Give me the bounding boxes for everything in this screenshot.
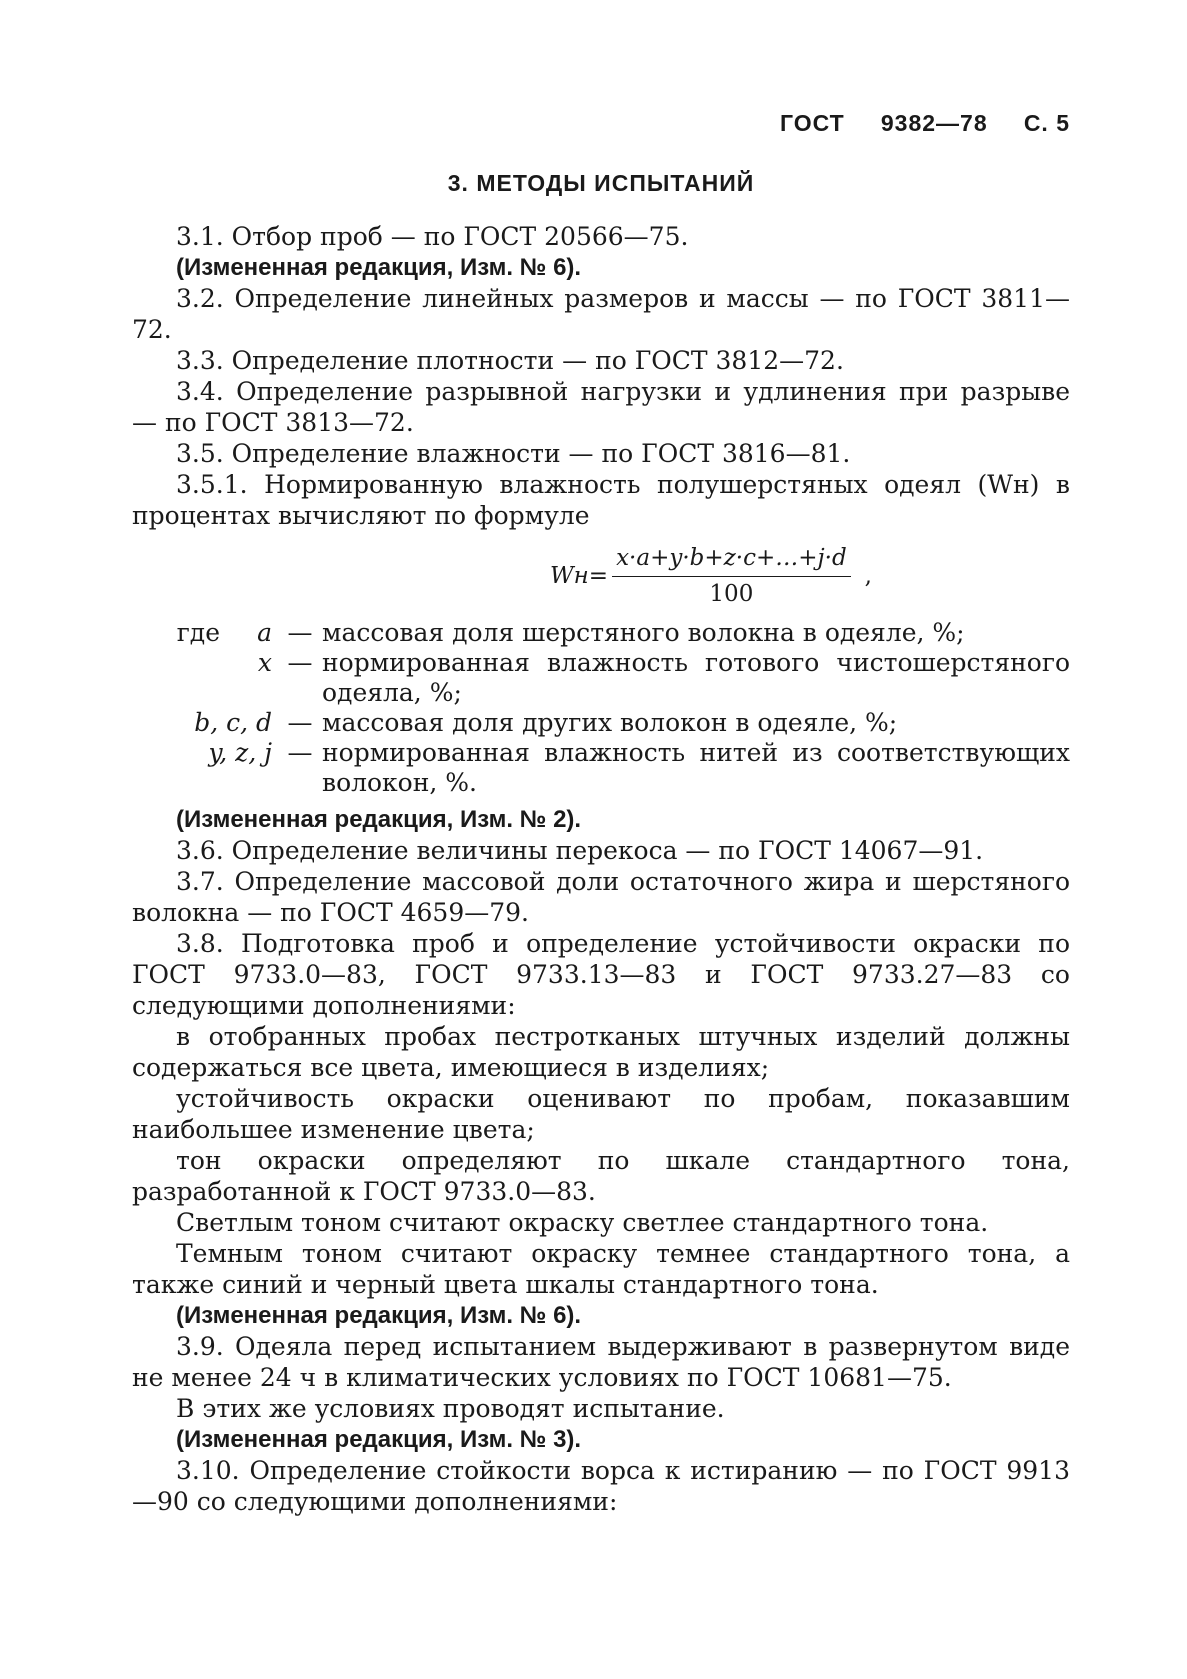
paragraph-3-6: 3.6. Определение величины перекоса — по ГОСТ 14067—91. xyxy=(176,836,984,865)
legend-dash: — xyxy=(287,618,313,647)
formula-lhs: Wн= xyxy=(550,563,609,589)
revision-note: (Измененная редакция, Изм. № 6). xyxy=(176,1302,582,1329)
legend-text: нормированная влажность нитей из соответствующих волокон, %. xyxy=(322,738,1070,797)
legend-text: массовая доля других волокон в одеяле, %; xyxy=(322,708,898,737)
paragraph-3-9: 3.9. Одеяла перед испытанием выдерживают в развернутом виде не менее 24 ч в климатических условиях по ГОСТ 10681—75. xyxy=(132,1332,1070,1392)
document-body xyxy=(132,168,1070,1517)
page-header xyxy=(780,110,1070,137)
legend-row xyxy=(132,648,1070,708)
revision-note: (Измененная редакция, Изм. № 2). xyxy=(176,806,582,833)
legend-text: массовая доля шерстяного волокна в одеяле, %; xyxy=(322,618,965,647)
legend-symbol: y, z, j xyxy=(208,738,272,767)
paragraph-light-tone: Светлым тоном считают окраску светлее стандартного тона. xyxy=(176,1208,989,1237)
paragraph-3-8: 3.8. Подготовка проб и определение устойчивости окраски по ГОСТ 9733.0—83, ГОСТ 9733.13—83 и ГОСТ 9733.27—83 со следующими дополнениями: xyxy=(132,929,1070,1020)
paragraph-3-4: 3.4. Определение разрывной нагрузки и удлинения при разрыве — по ГОСТ 3813—72. xyxy=(132,377,1070,437)
legend-where: где xyxy=(176,618,220,647)
paragraph-3-9-test: В этих же условиях проводят испытание. xyxy=(176,1394,725,1423)
paragraph-3-7: 3.7. Определение массовой доли остаточного жира и шерстяного волокна — по ГОСТ 4659—79. xyxy=(132,867,1070,927)
paragraph-3-3: 3.3. Определение плотности — по ГОСТ 3812—72. xyxy=(176,346,844,375)
revision-note: (Измененная редакция, Изм. № 6). xyxy=(176,254,582,281)
revision-note: (Измененная редакция, Изм. № 3). xyxy=(176,1426,582,1453)
formula-denominator: 100 xyxy=(709,581,754,607)
paragraph-3-1: 3.1. Отбор проб — по ГОСТ 20566—75. xyxy=(176,222,689,251)
formula-numerator: x·a+y·b+z·c+…+j·d xyxy=(612,543,851,577)
paragraph-3-10: 3.10. Определение стойкости ворса к истиранию — по ГОСТ 9913—90 со следующими дополнениями: xyxy=(132,1456,1070,1516)
paragraph-3-8-item: в отобранных пробах пестротканых штучных изделий должны содержаться все цвета, имеющиеся в изделиях; xyxy=(132,1022,1070,1082)
legend-row xyxy=(132,738,1070,798)
paragraph-3-8-item: устойчивость окраски оценивают по пробам, показавшим наибольшее изменение цвета; xyxy=(132,1084,1070,1144)
header-standard-number: 9382—78 xyxy=(880,110,988,136)
paragraph-dark-tone: Темным тоном считают окраску темнее стандартного тона, а также синий и черный цвета шкалы стандартного тона. xyxy=(132,1239,1070,1299)
legend-symbol: x xyxy=(257,648,272,677)
formula-trailing-comma: , xyxy=(864,563,872,589)
legend-text: нормированная влажность готового чистошерстяного одеяла, %; xyxy=(322,648,1070,707)
legend-symbol: a xyxy=(257,618,272,647)
paragraph-3-5-1: 3.5.1. Нормированную влажность полушерстяных одеял (Wн) в процентах вычисляют по формуле xyxy=(132,470,1070,530)
legend-dash: — xyxy=(287,738,313,767)
legend-symbol: b, c, d xyxy=(194,708,272,737)
paragraph-3-8-item: тон окраски определяют по шкале стандартного тона, разработанной к ГОСТ 9733.0—83. xyxy=(132,1146,1070,1206)
moisture-formula xyxy=(132,543,1070,610)
legend-dash: — xyxy=(287,708,313,737)
legend-dash: — xyxy=(287,648,313,677)
formula-legend xyxy=(132,618,1070,798)
formula-fraction xyxy=(612,543,851,610)
header-page-number: С. 5 xyxy=(1023,110,1070,136)
legend-row xyxy=(132,708,1070,738)
paragraph-3-2: 3.2. Определение линейных размеров и массы — по ГОСТ 3811—72. xyxy=(132,284,1070,344)
section-title: 3. МЕТОДЫ ИСПЫТАНИЙ xyxy=(447,170,755,196)
legend-row xyxy=(132,618,1070,648)
header-gost: ГОСТ xyxy=(780,110,845,136)
paragraph-3-5: 3.5. Определение влажности — по ГОСТ 3816—81. xyxy=(176,439,851,468)
